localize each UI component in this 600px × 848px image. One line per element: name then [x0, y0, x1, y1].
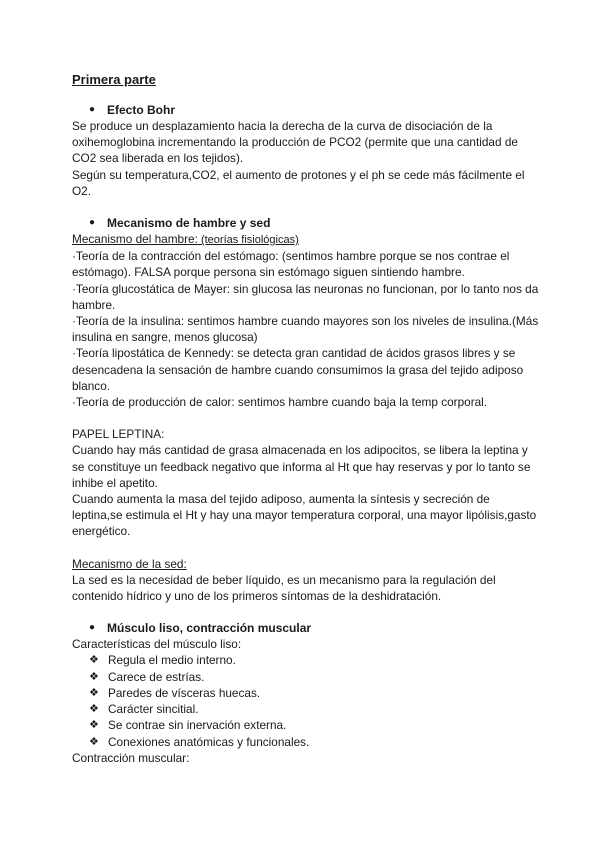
subheading-note: (teorías fisiológicas) — [200, 234, 299, 247]
diamond-bullet-icon: ❖ — [89, 719, 99, 732]
theory-paragraph: ·Teoría de la contracción del estómago: (sentimos hambre porque se nos contrae el estómago). FALSA porque persona sin estómago siguen sintiendo hambre. — [72, 249, 510, 280]
section-heading-hambre-sed: ● Mecanismo de hambre y sed — [89, 216, 271, 231]
list-item: ❖ Regula el medio interno. — [89, 653, 236, 668]
subheading-sed: Mecanismo de la sed: — [72, 556, 187, 571]
list-outro: Contracción muscular: — [72, 750, 190, 765]
section-heading-musculo-liso: ● Músculo liso, contracción muscular — [89, 621, 312, 636]
bullet-icon: ● — [89, 104, 96, 115]
diamond-bullet-icon: ❖ — [89, 703, 99, 716]
bullet-icon: ● — [89, 217, 96, 229]
theory-paragraph: ·Teoría lipostática de Kennedy: se detecta gran cantidad de ácidos grasos libres y se desencadena la sensación de hambre cuando consumimos la grasa del tejido adiposo blanco. — [72, 346, 524, 393]
list-item: ❖ Carácter sincitial. — [89, 702, 199, 717]
sed-paragraph: La sed es la necesidad de beber líquido, es un mecanismo para la regulación del contenido hídrico y uno de los primeros síntomas de la deshidratación. — [72, 572, 496, 604]
document-body — [72, 72, 542, 766]
list-item: ❖ Conexiones anatómicas y funcionales. — [89, 734, 310, 749]
theory-paragraph: ·Teoría de la insulina: sentimos hambre cuando mayores son los niveles de insulina.(Más insulina en sangre, menos glucosa) — [72, 314, 539, 345]
diamond-bullet-icon: ❖ — [89, 670, 99, 683]
characteristics-list — [72, 652, 542, 749]
leptina-title: PAPEL LEPTINA: — [72, 427, 165, 442]
theory-paragraph: ·Teoría glucostática de Mayer: sin glucosa las neuronas no funcionan, por lo tanto nos da hambre. — [72, 281, 539, 312]
diamond-bullet-icon: ❖ — [89, 654, 99, 667]
list-item: ❖ Paredes de vísceras huecas. — [89, 685, 261, 700]
list-intro: Características del músculo liso: — [72, 637, 242, 652]
theory-paragraph: ·Teoría de producción de calor: sentimos hambre cuando baja la temp corporal. — [72, 395, 488, 410]
diamond-bullet-icon: ❖ — [89, 735, 99, 748]
leptina-paragraph: Cuando aumenta la masa del tejido adiposo, aumenta la síntesis y secreción de leptina,se estimula el Ht y hay una mayor temperatura corporal, una mayor lipólisis,gasto energético. — [72, 492, 537, 539]
paragraph: Según su temperatura,CO2, el aumento de protones y el ph se cede más fácilmente el O2. — [72, 167, 525, 198]
section-heading-efecto-bohr: ● Efecto Bohr — [89, 103, 176, 117]
list-item: ❖ Se contrae sin inervación externa. — [89, 718, 287, 733]
list-item: ❖ Carece de estrías. — [89, 669, 205, 684]
diamond-bullet-icon: ❖ — [89, 686, 99, 699]
subheading-hambre: Mecanismo del hambre: (teorías fisiológicas) — [72, 232, 299, 247]
page-title: Primera parte — [72, 72, 156, 87]
leptina-paragraph: Cuando hay más cantidad de grasa almacenada en los adipocitos, se libera la leptina y se constituye un feedback negativo que informa al Ht que hay reservas y por lo tanto se inhibe el apetito. — [72, 443, 531, 490]
paragraph: Se produce un desplazamiento hacia la derecha de la curva de disociación de la oxihemoglobina incrementando la producción de PCO2 (permite que una cantidad de CO2 sea liberada en los tejidos). — [72, 119, 518, 166]
bullet-icon: ● — [89, 622, 96, 634]
